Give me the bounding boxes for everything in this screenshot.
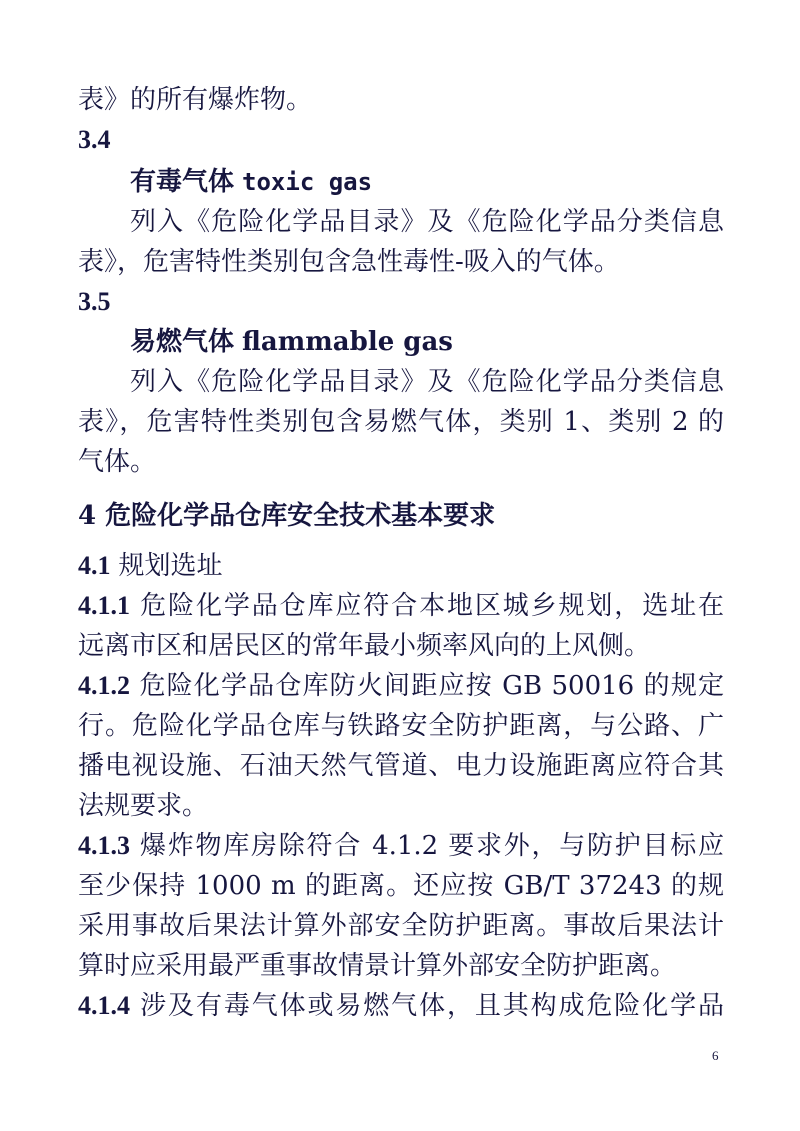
clause-number — [78, 120, 724, 160]
text-line — [78, 706, 724, 746]
line-text: 列入《危险化学品目录》及《危险化学品分类信息 — [130, 367, 724, 397]
heading-text: 4 危险化学品仓库安全技术基本要求 — [78, 501, 496, 531]
line-text: 表》，危害特性类别包含易燃气体，类别 1、类别 2 的 — [78, 407, 724, 437]
term-english: toxic gas — [242, 168, 373, 196]
section-number: 3.4 — [78, 125, 111, 154]
text-line — [78, 80, 724, 120]
text-line — [78, 402, 724, 442]
chapter-heading — [78, 496, 724, 536]
section-number: 3.5 — [78, 287, 111, 316]
term-chinese: 有毒气体 — [130, 167, 235, 197]
text-line — [78, 242, 724, 282]
line-text: 涉及有毒气体或易燃气体，且其构成危险化学品 — [140, 991, 724, 1021]
text-line — [78, 946, 724, 986]
section-number: 4.1.2 — [78, 671, 130, 700]
line-text: 表》，危害特性类别包含急性毒性-吸入的气体。 — [78, 247, 620, 277]
line-text: 播电视设施、石油天然气管道、电力设施距离应符合其 — [78, 751, 724, 781]
clause-line — [78, 546, 724, 586]
line-text: 行。危险化学品仓库与铁路安全防护距离，与公路、广 — [78, 711, 724, 741]
term-english: flammable gas — [242, 327, 453, 357]
line-text: 规划选址 — [118, 551, 223, 581]
clause-line — [78, 666, 724, 706]
text-line — [78, 866, 724, 906]
text-line — [78, 906, 724, 946]
page-number: 6 — [712, 1048, 719, 1063]
line-text: 远离市区和居民区的常年最小频率风向的上风侧。 — [78, 631, 651, 661]
text-line — [130, 362, 724, 402]
text-line — [78, 746, 724, 786]
line-text: 爆炸物库房除符合 4.1.2 要求外，与防护目标应 — [140, 831, 724, 861]
section-number: 4.1.4 — [78, 991, 130, 1020]
line-text: 表》的所有爆炸物。 — [78, 85, 313, 115]
text-line — [78, 786, 724, 826]
line-text: 至少保持 1000 m 的距离。还应按 GB/T 37243 的规 — [78, 871, 724, 901]
term-chinese: 易燃气体 — [130, 327, 235, 357]
clause-line — [78, 586, 724, 626]
clause-line — [78, 986, 724, 1026]
text-line — [130, 202, 724, 242]
line-text: 采用事故后果法计算外部安全防护距离。事故后果法计 — [78, 911, 724, 941]
section-number: 4.1.1 — [78, 591, 130, 620]
text-line — [78, 626, 724, 666]
term-title — [130, 162, 724, 202]
section-number: 4.1 — [78, 551, 111, 580]
section-number: 4.1.3 — [78, 831, 130, 860]
line-text: 气体。 — [78, 447, 157, 477]
line-text: 危险化学品仓库应符合本地区城乡规划，选址在 — [140, 591, 724, 621]
term-title — [130, 322, 724, 362]
line-text: 危险化学品仓库防火间距应按 GB 50016 的规定 — [139, 671, 724, 701]
line-text: 算时应采用最严重事故情景计算外部安全防护距离。 — [78, 951, 677, 981]
line-text: 法规要求。 — [78, 791, 209, 821]
line-text: 列入《危险化学品目录》及《危险化学品分类信息 — [130, 207, 724, 237]
text-line — [78, 442, 724, 482]
clause-line — [78, 826, 724, 866]
clause-number — [78, 282, 724, 322]
